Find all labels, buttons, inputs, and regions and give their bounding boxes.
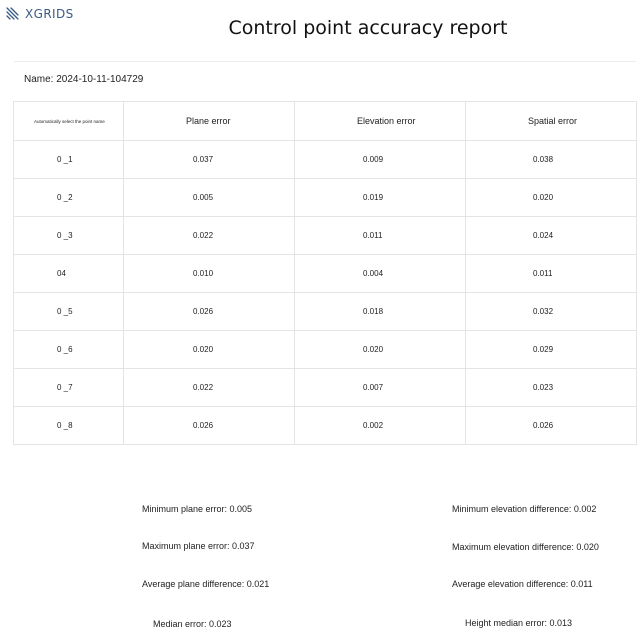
spatial-error-cell: 0.029 xyxy=(466,331,637,369)
column-header-point-name: Automatically select the point name xyxy=(14,102,124,141)
column-header-spatial-error: Spatial error xyxy=(466,102,637,141)
plane-error-cell: 0.022 xyxy=(124,369,295,407)
table-row xyxy=(14,179,637,217)
point-name-cell: 0 _5 xyxy=(14,293,124,331)
table-row xyxy=(14,407,637,445)
plane-error-cell: 0.026 xyxy=(124,407,295,445)
avg-elevation-difference: Average elevation difference: 0.011 xyxy=(452,579,593,589)
point-name-cell: 0 _7 xyxy=(14,369,124,407)
min-elevation-difference: Minimum elevation difference: 0.002 xyxy=(452,504,597,514)
max-plane-error: Maximum plane error: 0.037 xyxy=(142,541,255,551)
report-name: Name: 2024-10-11-104729 xyxy=(24,74,144,85)
point-name-cell: 0 _3 xyxy=(14,217,124,255)
elevation-error-cell: 0.020 xyxy=(295,331,466,369)
elevation-error-cell: 0.011 xyxy=(295,217,466,255)
column-header-plane-error: Plane error xyxy=(124,102,295,141)
plane-error-cell: 0.026 xyxy=(124,293,295,331)
plane-error-cell: 0.022 xyxy=(124,217,295,255)
point-name-cell: 0 _8 xyxy=(14,407,124,445)
plane-error-cell: 0.005 xyxy=(124,179,295,217)
table-row xyxy=(14,217,637,255)
elevation-error-cell: 0.004 xyxy=(295,255,466,293)
spatial-error-cell: 0.011 xyxy=(466,255,637,293)
table-row xyxy=(14,369,637,407)
spatial-error-cell: 0.026 xyxy=(466,407,637,445)
spatial-error-cell: 0.032 xyxy=(466,293,637,331)
title-divider xyxy=(14,61,636,62)
elevation-error-cell: 0.002 xyxy=(295,407,466,445)
avg-plane-difference: Average plane difference: 0.021 xyxy=(142,579,270,589)
table-header-row xyxy=(14,102,637,141)
point-name-cell: 04 xyxy=(14,255,124,293)
point-name-cell: 0 _6 xyxy=(14,331,124,369)
brand-name: XGRIDS xyxy=(25,7,74,21)
plane-error-cell: 0.010 xyxy=(124,255,295,293)
spatial-error-cell: 0.038 xyxy=(466,141,637,179)
elevation-error-cell: 0.018 xyxy=(295,293,466,331)
elevation-error-cell: 0.007 xyxy=(295,369,466,407)
point-name-cell: 0 _2 xyxy=(14,179,124,217)
table-row xyxy=(14,141,637,179)
elevation-error-cell: 0.009 xyxy=(295,141,466,179)
table-row xyxy=(14,331,637,369)
column-header-elevation-error: Elevation error xyxy=(295,102,466,141)
table-row xyxy=(14,255,637,293)
elevation-error-cell: 0.019 xyxy=(295,179,466,217)
plane-error-cell: 0.020 xyxy=(124,331,295,369)
median-error: Median error: 0.023 xyxy=(153,619,232,629)
plane-error-cell: 0.037 xyxy=(124,141,295,179)
spatial-error-cell: 0.024 xyxy=(466,217,637,255)
spatial-error-cell: 0.023 xyxy=(466,369,637,407)
max-elevation-difference: Maximum elevation difference: 0.020 xyxy=(452,542,599,552)
min-plane-error: Minimum plane error: 0.005 xyxy=(142,504,253,514)
table-row xyxy=(14,293,637,331)
height-median-error: Height median error: 0.013 xyxy=(465,618,573,628)
spatial-error-cell: 0.020 xyxy=(466,179,637,217)
control-point-table xyxy=(13,101,637,445)
report-title: Control point accuracy report xyxy=(228,17,508,39)
table-body xyxy=(14,141,637,445)
point-name-cell: 0 _1 xyxy=(14,141,124,179)
